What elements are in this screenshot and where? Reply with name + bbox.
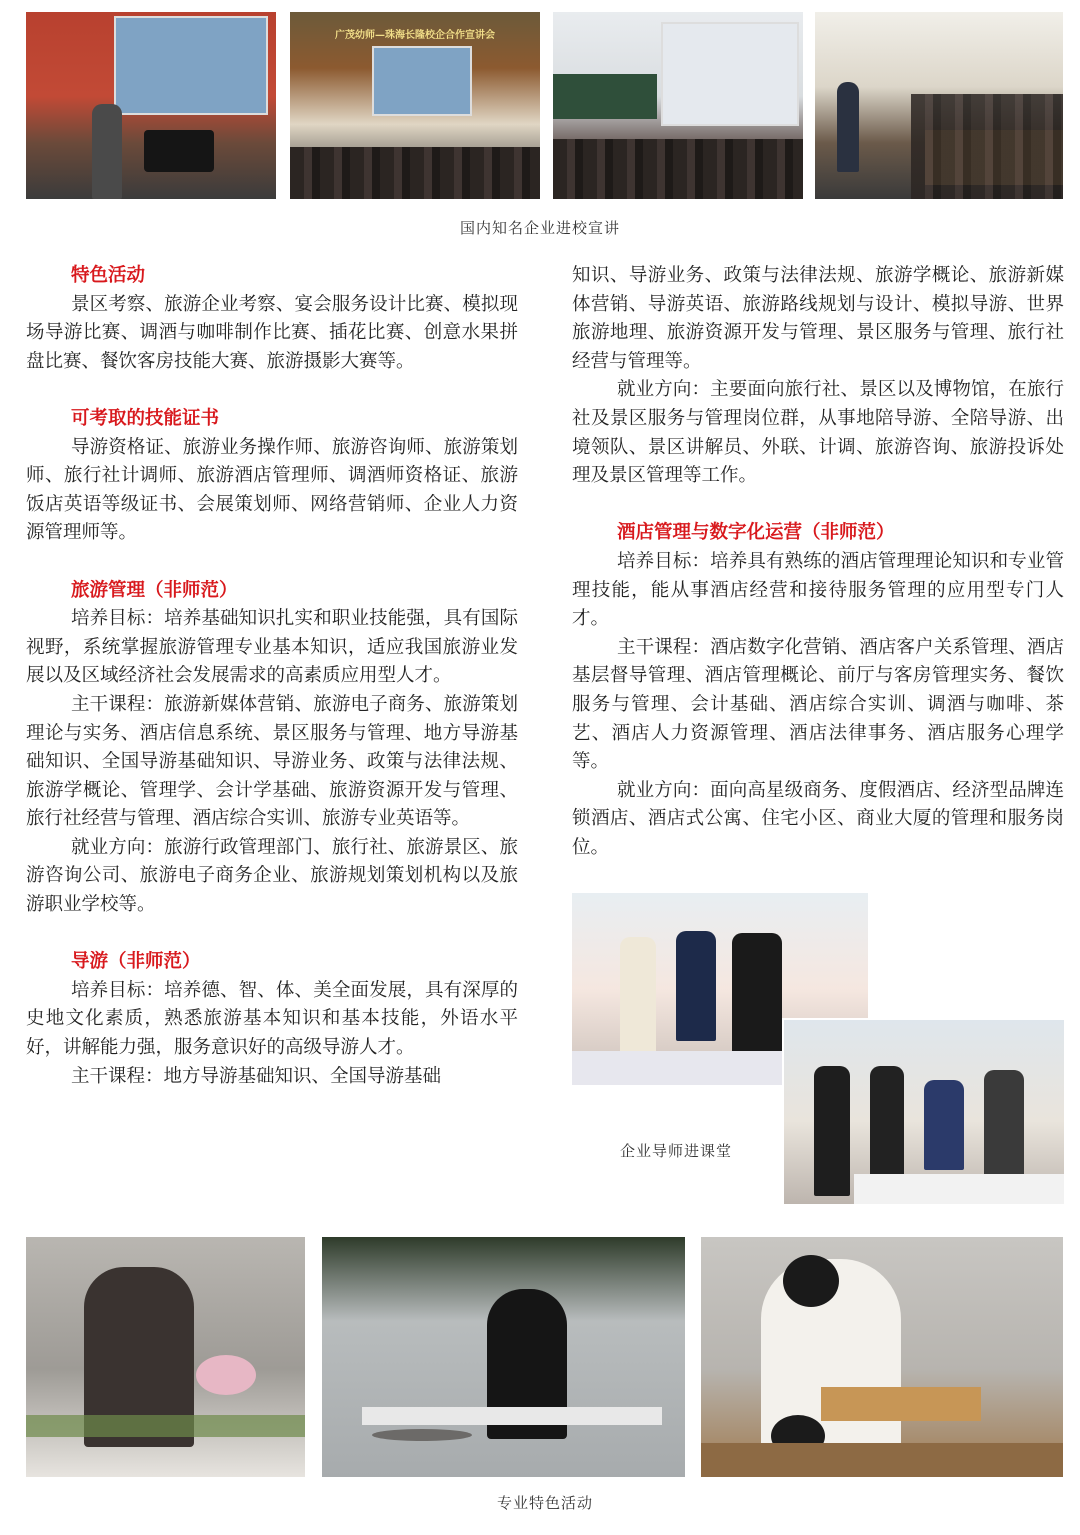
caption-mentor: 企业导师进课堂 (619, 1142, 732, 1160)
paragraph-guide-goal: 培养目标：培养德、智、体、美全面发展，具有深厚的史地文化素质，熟悉旅游基本知识和基本技能，外语水平好，讲解能力强，服务意识好的高级导游人才。 (26, 979, 518, 1059)
paragraph-activities: 景区考察、旅游企业考察、宴会服务设计比赛、模拟现场导游比赛、调酒与咖啡制作比赛、插花比赛、创意水果拼盘比赛、餐饮客房技能大赛、旅游摄影大赛等。 (26, 293, 518, 372)
paragraph-guide-courses-cont: 知识、导游业务、政策与法律法规、旅游学概论、旅游新媒体营销、导游英语、旅游路线规划与设计、模拟导游、世界旅游地理、旅游资源开发与管理、景区服务与管理、旅行社经营与管理等。 (572, 265, 1064, 372)
left-column (26, 262, 518, 1091)
heading-tourism-management: 旅游管理（非师范） (71, 579, 238, 601)
photo-mentor-group (782, 1018, 1066, 1206)
heading-certificates: 可考取的技能证书 (71, 407, 220, 429)
photo-stage-speaker (26, 12, 276, 199)
caption-top: 国内知名企业进校宣讲 (459, 219, 620, 237)
heading-hotel-management: 酒店管理与数字化运营（非师范） (617, 522, 895, 544)
heading-featured-activities: 特色活动 (71, 265, 146, 286)
paragraph-certificates: 导游资格证、旅游业务操作师、旅游咨询师、旅游策划师、旅行社计调师、旅游酒店管理师、调酒师资格证、旅游饭店英语等级证书、会展策划师、网络营销师、企业人力资源管理师等。 (26, 436, 518, 544)
photo-lecture-hall (815, 12, 1063, 199)
paragraph-hotel-courses: 主干课程：酒店数字化营销、酒店客户关系管理、酒店基层督导管理、酒店管理概论、前厅与客房管理实务、餐饮服务与管理、会计基础、酒店综合实训、调酒与咖啡、茶艺、酒店人力资源管理、酒店法律事务、酒店服务心理学等。 (572, 636, 1064, 773)
hall-banner: 广茂幼师—珠海长隆校企合作宣讲会 (335, 30, 495, 41)
caption-bottom: 专业特色活动 (496, 1494, 593, 1512)
photo-hall-presentation (290, 12, 540, 199)
heading-tour-guide: 导游（非师范） (71, 951, 201, 973)
paragraph-tm-employment: 就业方向：旅游行政管理部门、旅行社、旅游景区、旅游咨询公司、旅游电子商务企业、旅游规划策划机构以及旅游职业学校等。 (26, 836, 518, 916)
photo-wine-service (322, 1237, 685, 1477)
right-column (572, 262, 1064, 862)
paragraph-guide-employment: 就业方向：主要面向旅行社、景区以及博物馆，在旅行社及景区服务与管理岗位群，从事地陪导游、全陪导游、出境领队、景区讲解员、外联、计调、旅游咨询、旅游投诉处理及景区管理等工作。 (572, 379, 1064, 487)
paragraph-tm-goal: 培养目标：培养基础知识扎实和职业技能强，具有国际视野，系统掌握旅游管理专业基本知识，适应我国旅游业发展以及区域经济社会发展需求的高素质应用型人才。 (26, 608, 518, 687)
paragraph-hotel-employment: 就业方向：面向高星级商务、度假酒店、经济型品牌连锁酒店、酒店式公寓、住宅小区、商业大厦的管理和服务岗位。 (572, 779, 1064, 858)
paragraph-hotel-goal: 培养目标：培养具有熟练的酒店管理理论知识和专业管理技能，能从事酒店经营和接待服务管理的应用型专门人才。 (572, 550, 1064, 630)
photo-tea-ceremony (701, 1237, 1063, 1477)
paragraph-tm-courses: 主干课程：旅游新媒体营销、旅游电子商务、旅游策划理论与实务、酒店信息系统、景区服务与管理、地方导游基础知识、全国导游基础知识、导游业务、政策与法律法规、旅游学概论、管理学、会计学基础、旅游资源开发与管理、旅行社经营与管理、酒店综合实训、旅游专业英语等。 (26, 693, 518, 830)
paragraph-guide-courses: 主干课程：地方导游基础知识、全国导游基础 (71, 1065, 442, 1087)
photo-flower-arranging (26, 1237, 305, 1477)
photo-classroom-talk (553, 12, 803, 199)
